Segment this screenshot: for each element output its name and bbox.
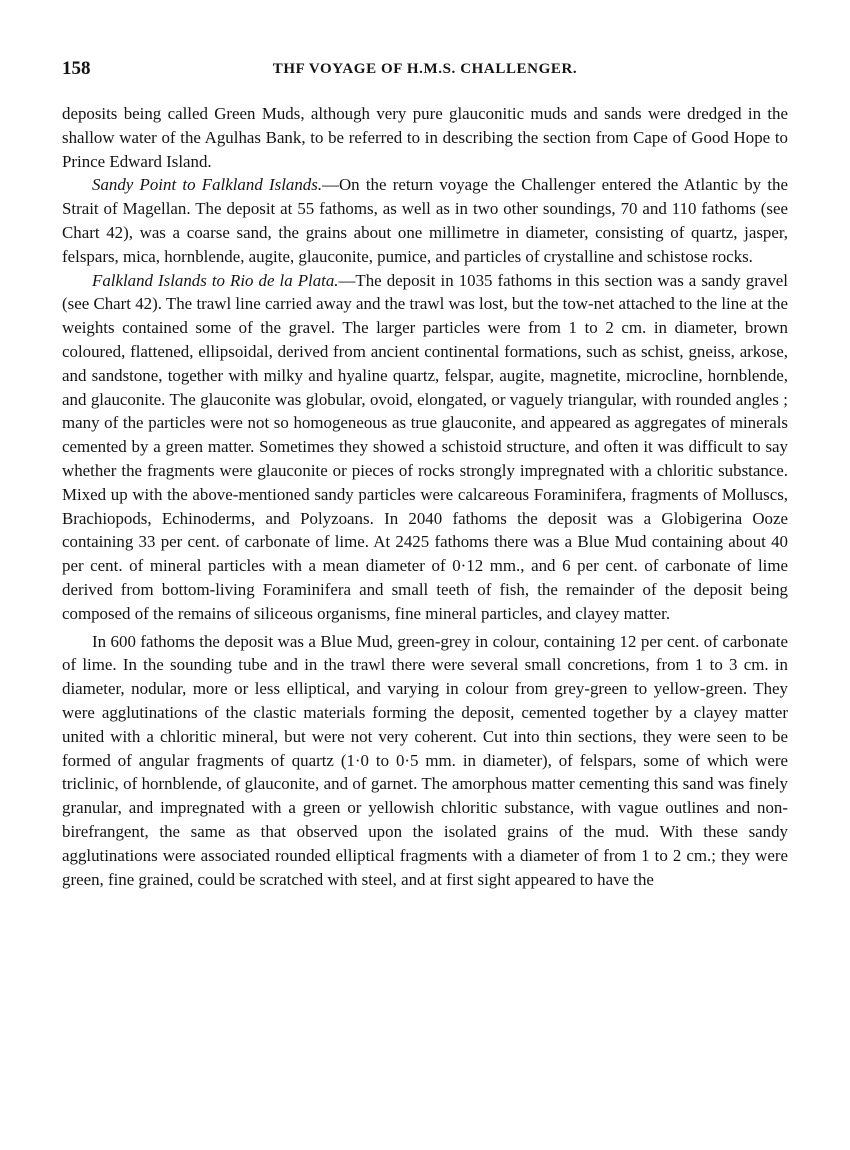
paragraph-text: —The deposit in 1035 fathoms in this section was a sandy gravel (see Chart 42). The trawl line carried away and the trawl was lost, but the tow-net attached to the line at the weights contained some of the gravel. The larger particles were from 1 to 2 cm. in diameter, brown coloured, flattened, ellipsoidal, derived from ancient continental formations, such as schist, gneiss, arkose, and sandstone, together with milky and hyaline quartz, felspar, augite, magnetite, microcline, hornblende, and glauconite. The glauconite was globular, ovoid, elongated, or vaguely triangular, with rounded angles ; many of the particles were not so homogeneous as true glauconite, and appeared as aggregates of minerals cemented by a green matter. Sometimes they showed a schistoid structure, and often it was difficult to say whether the fragments were glauconite or pieces of rocks strongly impregnated with a chloritic substance. Mixed up with the above-mentioned sandy particles were calcareous Foraminifera, fragments of Molluscs, Brachiopods, Echinoderms, and Polyzoans. In 2040 fathoms the deposit was a Globigerina Ooze containing 33 per cent. of carbonate of lime. At 2425 fathoms there was a Blue Mud containing about 40 per cent. of mineral particles with a mean diameter of 0·12 mm., and 6 per cent. of carbonate of lime derived from bottom-living Foraminifera and small teeth of fish, the remainder of the deposit being composed of the remains of siliceous organisms, fine mineral particles, and clayey matter. [62, 270, 788, 623]
section-heading: Sandy Point to Falkland Islands. [92, 175, 323, 195]
paragraph-text: —On the return voyage the Challenger entered the Atlantic by the Strait of Magellan. The deposit at 55 fathoms, as well as in two other soundings, 70 and 110 fathoms (see Chart 42), was a coarse sand, the grains about one millimetre in diameter, consisting of quartz, jasper, felspars, mica, hornblende, augite, glauconite, pumice, and particles of crystalline and schistose rocks. [62, 175, 789, 266]
paragraph-text: In 600 fathoms the deposit was a Blue Mud, green-grey in colour, containing 12 per cent. of carbonate of lime. In the sounding tube and in the trawl there were several small concretions, from 1 to 3 cm. in diameter, nodular, more or less elliptical, and varying in colour from grey-green to yellow-green. They were agglutinations of the clastic materials forming the deposit, cemented together by a clayey matter united with a chloritic mineral, but were not very coherent. Cut into thin sections, they were seen to be formed of angular fragments of quartz (1·0 to 0·5 mm. in diameter), of felspars, some of which were triclinic, of hornblende, of glauconite, and of garnet. The amorphous matter cementing this sand was finely granular, and impregnated with a green or yellowish chloritic substance, with vague outlines and non-birefrangent, the same as that observed upon the isolated grains of the mud. With these sandy agglutinations were associated rounded elliptical fragments with a diameter of from 1 to 2 cm.; they were green, fine grained, could be scratched with steel, and at first sight appeared to have the [62, 631, 788, 889]
paragraph-falkland [62, 269, 788, 626]
paragraph-text: deposits being called Green Muds, although very pure glauconitic muds and sands were dredged in the shallow water of the Agulhas Bank, to be referred to in describing the section from Cape of Good Hope to Prince Edward Island. [62, 104, 788, 171]
paragraph-600-fathoms [62, 630, 788, 892]
book-page [62, 58, 788, 891]
body-text [62, 102, 788, 891]
page-header [62, 58, 788, 88]
paragraph-continuation [62, 102, 788, 173]
paragraph-sandy-point [62, 173, 788, 268]
section-heading: Falkland Islands to Rio de la Plata. [92, 270, 339, 290]
page-number: 158 [62, 58, 91, 79]
running-title: THF VOYAGE OF H.M.S. CHALLENGER. [272, 61, 578, 77]
